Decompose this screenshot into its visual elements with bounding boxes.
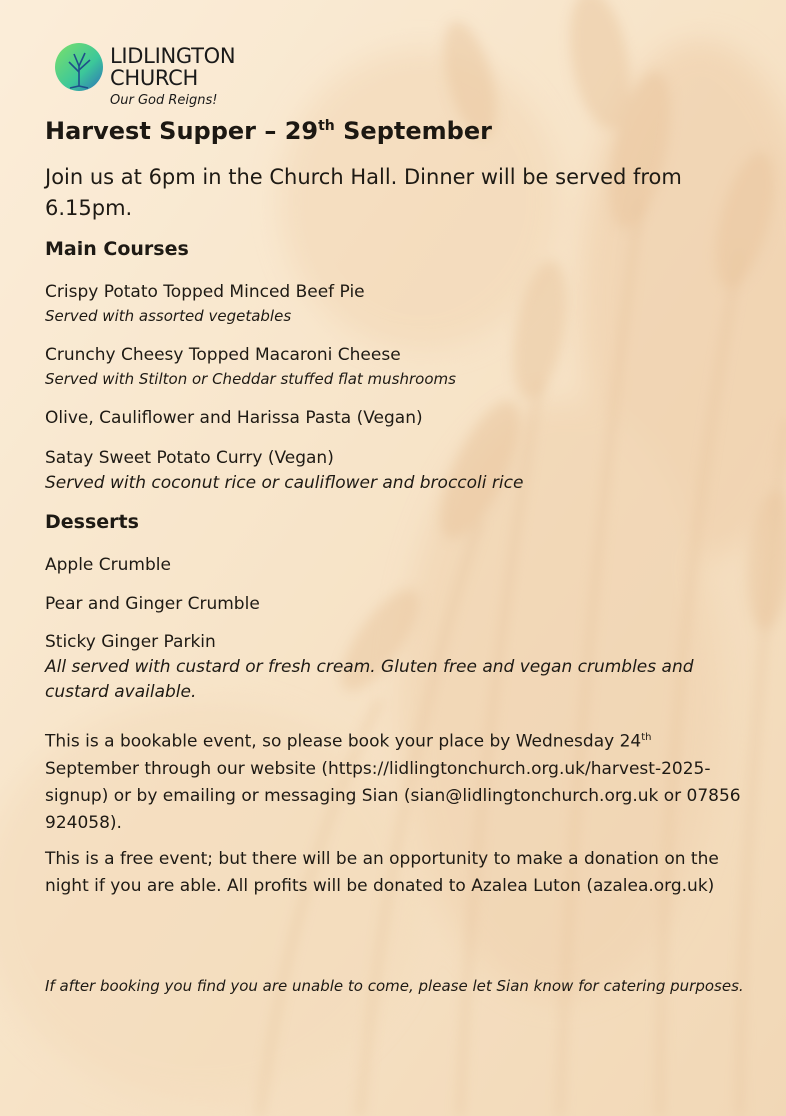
dessert-item — [45, 553, 765, 578]
dessert-item-name: Apple Crumble — [45, 555, 171, 575]
tree-logo-icon — [54, 42, 104, 92]
footnote: If after booking you find you are unable to come, please let Sian know for catering purposes. — [45, 977, 744, 995]
intro-text: Join us at 6pm in the Church Hall. Dinner will be served from 6.15pm. — [45, 165, 682, 220]
title-ordinal: th — [318, 118, 335, 134]
menu-item — [45, 406, 765, 431]
menu-item — [45, 280, 765, 327]
main-courses-heading: Main Courses — [45, 238, 189, 260]
menu-item — [45, 343, 765, 390]
logo-name-line2: CHURCH — [110, 66, 199, 90]
menu-item-name: Crispy Potato Topped Minced Beef Pie — [45, 282, 365, 302]
title-suffix: September — [334, 117, 492, 145]
dessert-item — [45, 592, 765, 617]
logo-tagline: Our God Reigns! — [110, 93, 218, 108]
desserts-heading: Desserts — [45, 511, 139, 533]
dessert-item-name: Sticky Ginger Parkin — [45, 632, 216, 652]
menu-item-note: Served with coconut rice or cauliflower and broccoli rice — [45, 473, 524, 493]
menu-item-name: Crunchy Cheesy Topped Macaroni Cheese — [45, 345, 401, 365]
booking-text-part1: This is a bookable event, so please book your place by Wednesday 24 — [45, 731, 642, 752]
page-title — [45, 117, 492, 145]
church-logo[interactable] — [54, 38, 294, 110]
menu-item — [45, 446, 765, 496]
menu-item-name: Satay Sweet Potato Curry (Vegan) — [45, 448, 334, 468]
menu-item-name: Olive, Cauliflower and Harissa Pasta (Vegan) — [45, 408, 423, 428]
dessert-item — [45, 630, 745, 705]
booking-info — [45, 724, 745, 837]
dessert-item-note: All served with custard or fresh cream. Gluten free and vegan crumbles and custard available. — [45, 657, 694, 702]
dessert-item-name: Pear and Ginger Crumble — [45, 594, 260, 614]
donation-info: This is a free event; but there will be an opportunity to make a donation on the night if you are able. All profits will be donated to Azalea Luton (azalea.org.uk) — [45, 849, 719, 896]
booking-ordinal: th — [641, 732, 652, 743]
logo-name-line1: LIDLINGTON — [110, 44, 236, 68]
menu-item-note: Served with assorted vegetables — [45, 307, 292, 325]
menu-item-note: Served with Stilton or Cheddar stuffed flat mushrooms — [45, 370, 456, 388]
booking-text-part2: September through our website (https://lidlingtonchurch.org.uk/harvest-2025-signup) or by emailing or messaging Sian (sian@lidlingtonchurch.org.uk or 07856 924058). — [45, 758, 741, 833]
title-prefix: Harvest Supper – 29 — [45, 117, 319, 145]
